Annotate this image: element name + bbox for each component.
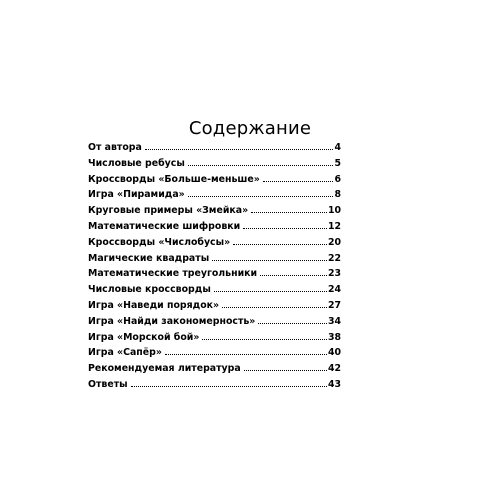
toc-entry-label: Игра «Пирамида» [88,189,185,201]
toc-entry-label: Игра «Наведи порядок» [88,299,220,311]
toc-entry[interactable] [88,268,341,284]
toc-page-number: 4 [334,142,341,153]
toc-entry[interactable] [88,189,341,205]
toc-entry-label: Игра «Найди закономерность» [88,315,256,327]
toc-entry-label: Математические треугольники [88,268,258,280]
dot-leader [222,307,327,308]
toc-entry[interactable] [88,332,341,348]
toc-page-number: 8 [334,189,341,201]
toc-page-number: 12 [327,220,341,232]
dot-leader [244,370,327,371]
toc-entry-label: Круговые примеры «Змейка» [88,205,249,217]
dot-leader [214,291,327,292]
dot-leader [212,260,327,261]
dot-leader [251,212,327,213]
toc-entry[interactable] [88,300,341,316]
toc-entry-label: Ответы [88,378,128,390]
dot-leader [188,165,334,166]
toc-page-number: 43 [327,378,341,390]
toc-entry-label: Игра «Морской бой» [88,331,200,343]
toc-entry[interactable] [88,379,341,395]
toc-page-number: 42 [327,363,341,375]
toc-entry[interactable] [88,253,341,269]
toc-entry-label: Математические шифровки [88,220,241,232]
toc-entry[interactable] [88,142,341,158]
toc-entry[interactable] [88,174,341,190]
toc-page-number: 38 [327,331,341,343]
toc-page-number: 23 [327,268,341,280]
toc-entry-label: Магические квадраты [88,252,210,264]
toc-page-number: 34 [327,315,341,327]
toc-page-number: 24 [327,284,341,296]
dot-leader [233,244,327,245]
page-title: Содержание [188,118,312,139]
toc-entry[interactable] [88,316,341,332]
toc-entry[interactable] [88,221,341,237]
table-of-contents [88,142,341,395]
dot-leader [260,275,327,276]
toc-entry-label: Числовые кроссворды [88,284,211,296]
toc-page-number: 5 [334,157,341,169]
toc-entry-label: Числовые ребусы [88,157,185,169]
dot-leader [165,354,327,355]
toc-entry-label: Игра «Сапёр» [88,347,162,359]
dot-leader [131,386,327,387]
toc-page-number: 27 [327,299,341,311]
toc-page-number: 6 [334,173,341,185]
dot-leader [202,339,327,340]
toc-entry[interactable] [88,363,341,379]
toc-entry[interactable] [88,347,341,363]
toc-page-number: 22 [327,252,341,264]
toc-entry[interactable] [88,205,341,221]
toc-entry-label: Кроссворды «Больше-меньше» [88,173,260,185]
toc-entry[interactable] [88,284,341,300]
dot-leader [145,149,334,150]
toc-entry[interactable] [88,158,341,174]
dot-leader [243,228,327,229]
toc-page-number: 20 [327,236,341,248]
toc-entry[interactable] [88,237,341,253]
dot-leader [263,181,334,182]
dot-leader [258,323,327,324]
toc-page-number: 40 [327,347,341,359]
toc-page-number: 10 [327,205,341,217]
toc-entry-label: Рекомендуемая литература [88,363,241,375]
dot-leader [188,196,334,197]
toc-entry-label: Кроссворды «Числобусы» [88,236,231,248]
toc-entry-label: От автора [88,142,142,153]
